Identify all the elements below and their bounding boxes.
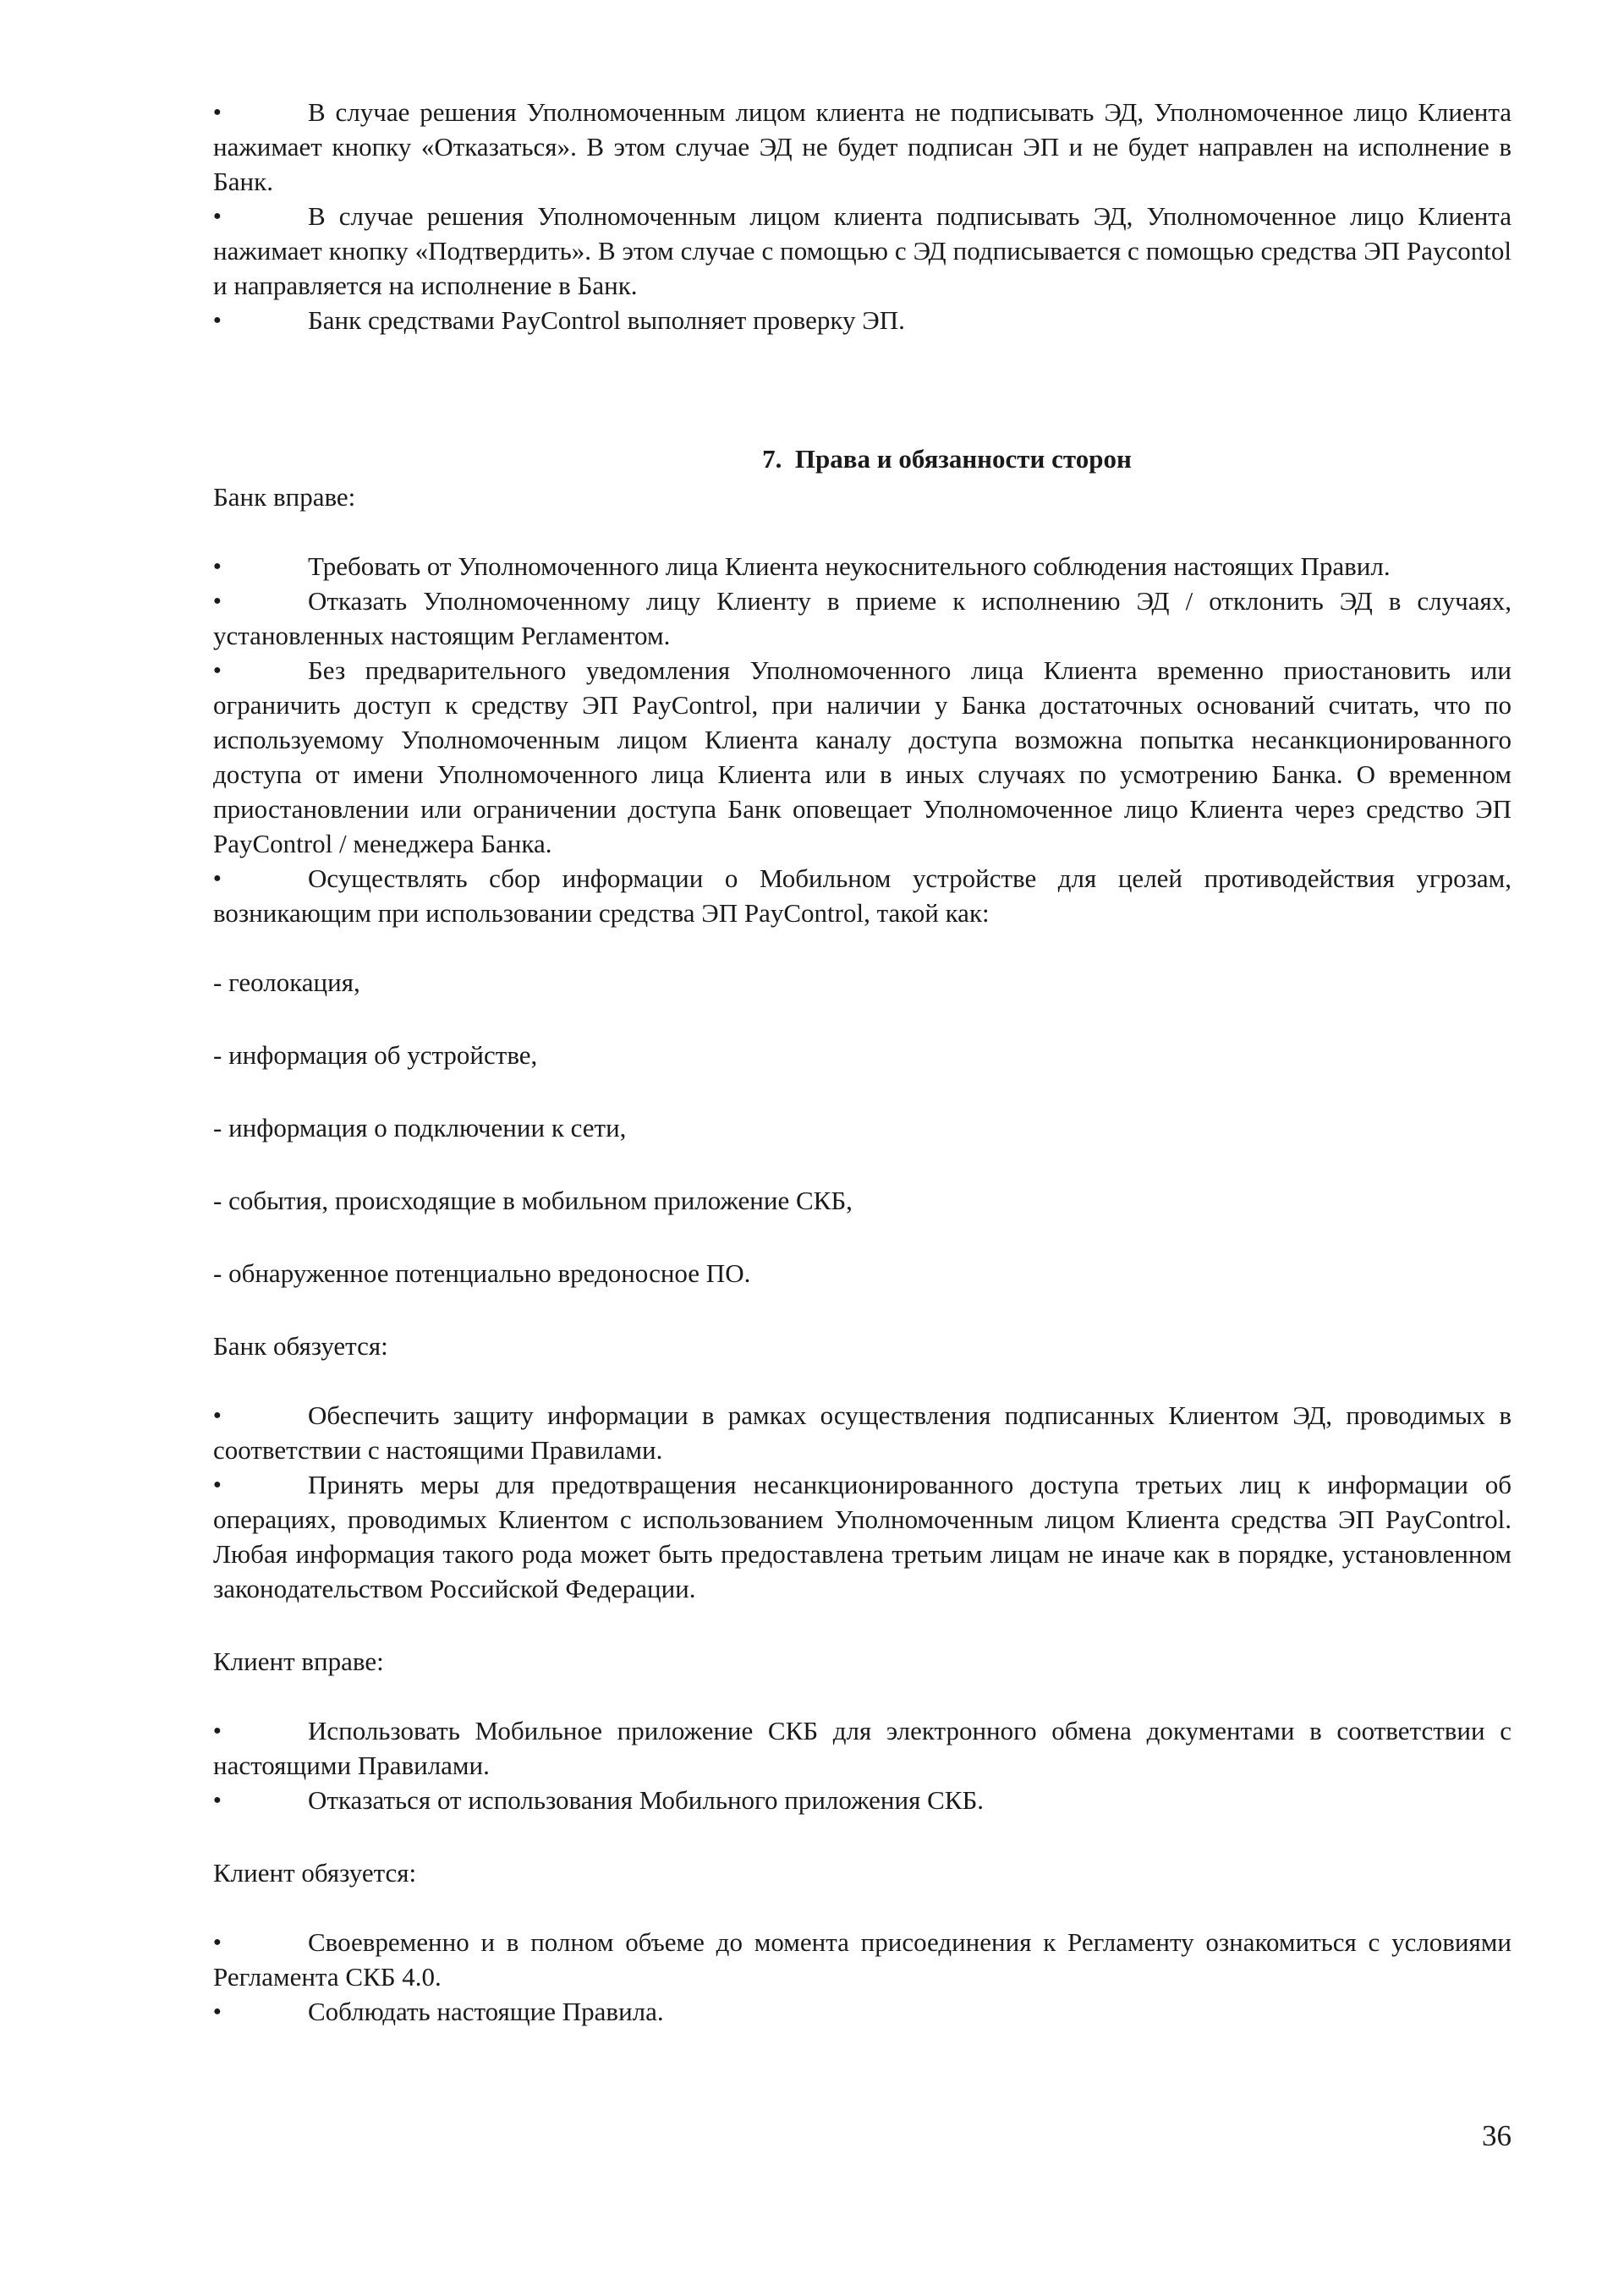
list-item <box>213 1994 1512 2029</box>
document-page <box>213 95 1512 2029</box>
list-item-text: В случае решения Уполномоченным лицом клиента подписывать ЭД, Уполномоченное лицо Клиента нажимает кнопку «Подтвердить». В этом случае с помощью с ЭД подписывается с помощью средства ЭП Paycontol и направляется на исполнение в Банк. <box>213 201 1512 300</box>
list-item <box>213 199 1512 303</box>
page-number: 36 <box>1482 2119 1512 2152</box>
list-item-text: Принять меры для предотвращения несанкционированного доступа третьих лиц к информации об операциях, проводимых Клиентом с использованием Уполномоченным лицом Клиента средства ЭП PayControl. Любая информация такого рода может быть предоставлена третьим лицам не иначе как в порядке, установленном законодательством Российской Федерации. <box>213 1470 1512 1603</box>
dash-list-item: - информация о подключении к сети, <box>213 1113 627 1143</box>
client-rights-label: Клиент вправе: <box>213 1647 384 1676</box>
list-item-text: Соблюдать настоящие Правила. <box>308 1997 664 2026</box>
list-item-text: В случае решения Уполномоченным лицом клиента не подписывать ЭД, Уполномоченное лицо Клиента нажимает кнопку «Отказаться». В этом случае ЭД не будет подписан ЭП и не будет направлен на исполнение в Банк. <box>213 97 1512 196</box>
list-item <box>213 549 1512 584</box>
section-heading <box>213 441 1512 476</box>
list-item <box>213 1713 1512 1783</box>
list-item-text: Своевременно и в полном объеме до момента присоединения к Регламенту ознакомиться с условиями Регламента СКБ 4.0. <box>213 1927 1512 1992</box>
list-item <box>213 1467 1512 1606</box>
list-item-text: Использовать Мобильное приложение СКБ для электронного обмена документами в соответствии с настоящими Правилами. <box>213 1716 1512 1780</box>
dash-list-item: - геолокация, <box>213 967 360 997</box>
list-item-text: Обеспечить защиту информации в рамках осуществления подписанных Клиентом ЭД, проводимых в соответствии с настоящими Правилами. <box>213 1400 1512 1465</box>
dash-list-item: - информация об устройстве, <box>213 1040 538 1070</box>
section-title: Права и обязанности сторон <box>794 444 1132 474</box>
section-number: 7. <box>762 444 782 474</box>
bank-duties-label: Банк обязуется: <box>213 1331 388 1361</box>
client-duties-label: Клиент обязуется: <box>213 1858 417 1888</box>
list-item <box>213 1783 1512 1817</box>
list-item-text: Без предварительного уведомления Уполномоченного лица Клиента временно приостановить или ограничить доступ к средству ЭП PayControl, при наличии у Банка достаточных оснований считать, что по используемому Уполномоченным лицом Клиента каналу доступа возможна попытка несанкционированного доступа от имени Уполномоченного лица Клиента или в иных случаях по усмотрению Банка. О временном приостановлении или ограничении доступа Банк оповещает Уполномоченное лицо Клиента через средство ЭП PayControl / менеджера Банка. <box>213 655 1512 858</box>
dash-list-item: - события, происходящие в мобильном приложение СКБ, <box>213 1186 853 1215</box>
list-item-text: Отказаться от использования Мобильного приложения СКБ. <box>308 1785 984 1815</box>
list-item-text: Требовать от Уполномоченного лица Клиента неукоснительного соблюдения настоящих Правил. <box>308 551 1391 581</box>
list-item <box>213 1925 1512 1994</box>
list-item-text: Банк средствами PayControl выполняет проверку ЭП. <box>308 305 905 335</box>
list-item-text: Отказать Уполномоченному лицу Клиенту в приеме к исполнению ЭД / отклонить ЭД в случаях, установленных настоящим Регламентом. <box>213 586 1512 650</box>
dash-list-item: - обнаруженное потенциально вредоносное ПО. <box>213 1258 751 1288</box>
list-item <box>213 303 1512 337</box>
bank-rights-label: Банк вправе: <box>213 482 356 512</box>
list-item <box>213 95 1512 199</box>
list-item-text: Осуществлять сбор информации о Мобильном устройстве для целей противодействия угрозам, возникающим при использовании средства ЭП PayControl, такой как: <box>213 863 1512 928</box>
list-item <box>213 1398 1512 1467</box>
list-item <box>213 584 1512 653</box>
list-item <box>213 653 1512 861</box>
list-item <box>213 861 1512 930</box>
